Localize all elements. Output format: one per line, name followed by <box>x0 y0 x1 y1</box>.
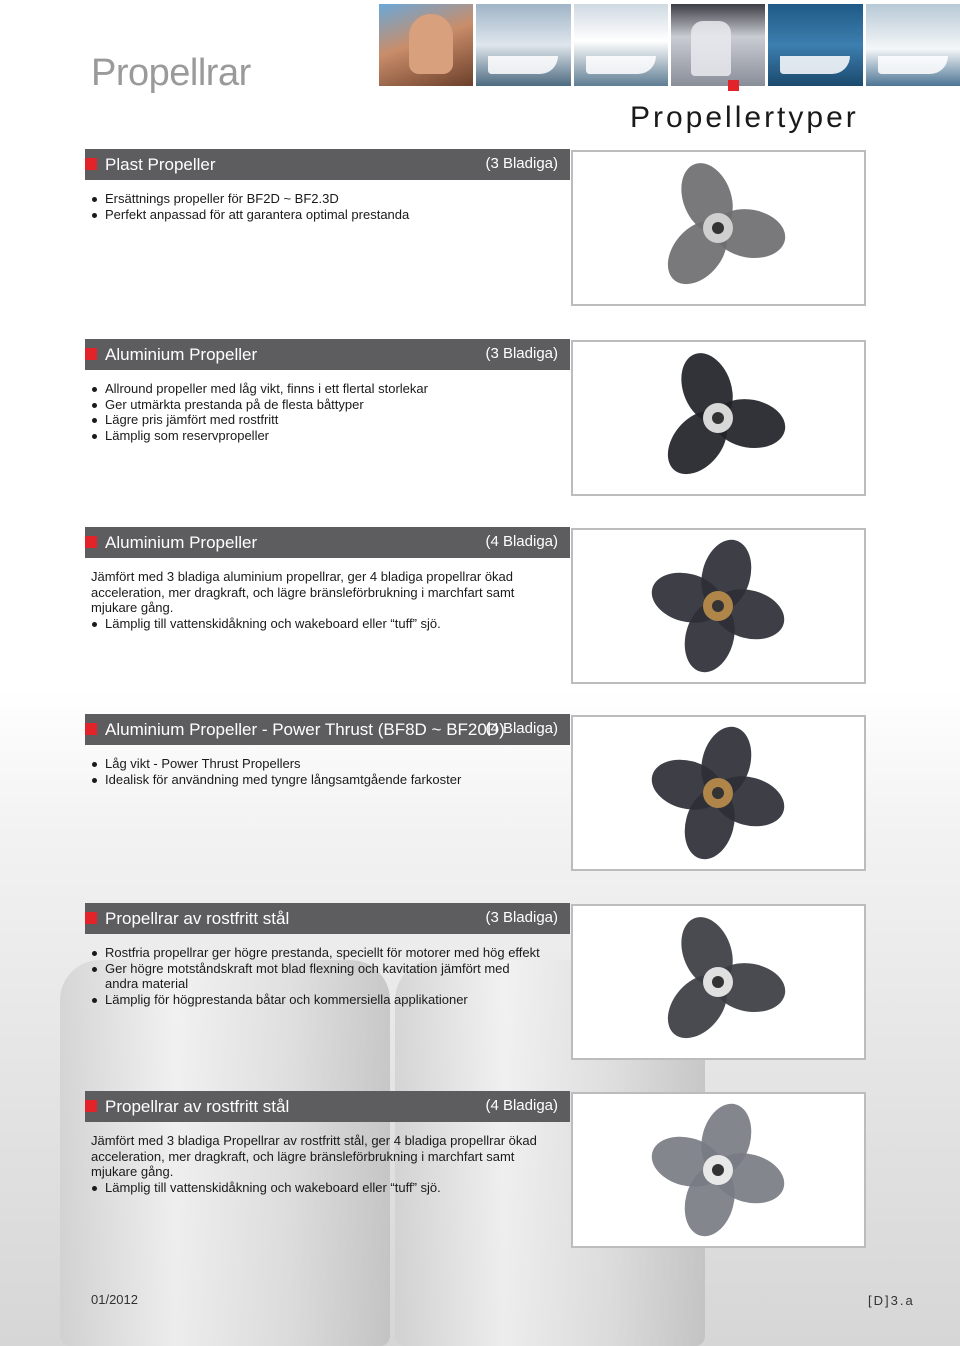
feature-blade-count: (3 Bladiga) <box>485 155 558 172</box>
feature-block <box>85 527 570 677</box>
feature-bullet: Idealisk för användning med tyngre långsamtgående farkoster <box>91 772 546 788</box>
footer-page-number: [D]3.a <box>868 1293 915 1308</box>
power-thrust-4-blade-propeller-icon <box>643 723 793 863</box>
feature-name: Aluminium Propeller <box>105 533 258 552</box>
feature-header-bar <box>85 1091 570 1122</box>
feature-bullet: Perfekt anpassad för att garantera optimal prestanda <box>91 207 546 223</box>
feature-intro: Jämfört med 3 bladiga Propellrar av rostfritt stål, ger 4 bladiga propellrar ökad acceleration, mer dragkraft, och lägre bränsleförbrukning i marchfart samt mjukare gång. <box>91 1133 537 1180</box>
aluminium-3-blade-propeller-icon <box>643 348 793 488</box>
feature-bullet-list <box>91 756 546 787</box>
feature-blade-count: (3 Bladiga) <box>485 909 558 926</box>
feature-intro: Jämfört med 3 bladiga aluminium propellrar, ger 4 bladiga propellrar ökad acceleration, mer dragkraft, och lägre bränsleförbrukning i marchfart samt mjukare gång. <box>91 569 515 616</box>
feature-blade-count: (4 Bladiga) <box>485 533 558 550</box>
red-square-icon <box>85 158 97 170</box>
red-square-icon <box>85 536 97 548</box>
feature-header-bar <box>85 903 570 934</box>
feature-bullet: Lämplig som reservpropeller <box>91 428 546 444</box>
feature-bullet-list <box>91 1180 546 1196</box>
feature-blade-count: (4 Bladiga) <box>485 1097 558 1114</box>
speedboat-photo <box>866 4 960 86</box>
propeller-photo-frame <box>571 150 866 306</box>
red-square-icon <box>85 912 97 924</box>
feature-bullet: Lämplig till vattenskidåkning och wakeboard eller “tuff” sjö. <box>91 1180 546 1196</box>
propeller-photo-frame <box>571 340 866 496</box>
feature-bullet-list <box>91 616 546 632</box>
feature-block <box>85 903 570 1053</box>
feature-blade-count: (4 Bladiga) <box>485 720 558 737</box>
feature-bullet: Ersättnings propeller för BF2D ~ BF2.3D <box>91 191 546 207</box>
feature-bullet: Ger utmärkta prestanda på de flesta båttyper <box>91 397 546 413</box>
plastic-3-blade-propeller-icon <box>643 158 793 298</box>
feature-bullet-list <box>91 945 546 1007</box>
accent-square-icon <box>728 80 739 91</box>
boat-photo <box>476 4 570 86</box>
feature-bullet: Låg vikt - Power Thrust Propellers <box>91 756 546 772</box>
feature-bullet: Rostfria propellrar ger högre prestanda, speciellt för motorer med hög effekt <box>91 945 546 961</box>
feature-bullet: Lämplig för högprestanda båtar och kommersiella applikationer <box>91 992 546 1008</box>
feature-name: Aluminium Propeller - Power Thrust (BF8D ~ BF20D) <box>105 720 505 739</box>
feature-name: Aluminium Propeller <box>105 345 258 364</box>
footer-date: 01/2012 <box>91 1292 138 1307</box>
stainless-3-blade-propeller-icon <box>643 912 793 1052</box>
couple-photo <box>379 4 473 86</box>
feature-description <box>91 756 546 787</box>
propeller-photo-frame <box>571 904 866 1060</box>
header-photo-strip <box>379 4 960 86</box>
feature-bullet: Lägre pris jämfört med rostfritt <box>91 412 546 428</box>
propeller-photo-frame <box>571 528 866 684</box>
rib-boat-photo <box>768 4 862 86</box>
feature-header-bar <box>85 339 570 370</box>
feature-description <box>91 191 546 222</box>
red-square-icon <box>85 1100 97 1112</box>
page-title: Propellrar <box>91 52 251 94</box>
feature-block <box>85 1091 570 1241</box>
feature-description <box>91 1133 546 1195</box>
feature-blade-count: (3 Bladiga) <box>485 345 558 362</box>
feature-header-bar <box>85 149 570 180</box>
feature-header-bar <box>85 714 570 745</box>
feature-description <box>91 945 546 1007</box>
feature-bullet-list <box>91 381 546 443</box>
boat-photo <box>574 4 668 86</box>
feature-block <box>85 339 570 489</box>
propeller-photo-frame <box>571 1092 866 1248</box>
feature-bullet: Allround propeller med låg vikt, finns i ett flertal storlekar <box>91 381 546 397</box>
feature-bullet: Ger högre motståndskraft mot blad flexning och kavitation jämfört med andra material <box>91 961 546 992</box>
feature-bullet: Lämplig till vattenskidåkning och wakeboard eller “tuff” sjö. <box>91 616 546 632</box>
feature-description <box>91 381 546 443</box>
feature-description <box>91 569 546 631</box>
aluminium-4-blade-propeller-icon <box>643 536 793 676</box>
feature-name: Propellrar av rostfritt stål <box>105 1097 290 1116</box>
red-square-icon <box>85 348 97 360</box>
feature-bullet-list <box>91 191 546 222</box>
propeller-photo-frame <box>571 715 866 871</box>
red-square-icon <box>85 723 97 735</box>
feature-header-bar <box>85 527 570 558</box>
feature-name: Propellrar av rostfritt stål <box>105 909 290 928</box>
feature-block <box>85 149 570 299</box>
section-title: Propellertyper <box>630 101 859 134</box>
outboard-engines-photo <box>671 4 765 86</box>
feature-block <box>85 714 570 864</box>
feature-name: Plast Propeller <box>105 155 216 174</box>
stainless-4-blade-propeller-icon <box>643 1100 793 1240</box>
